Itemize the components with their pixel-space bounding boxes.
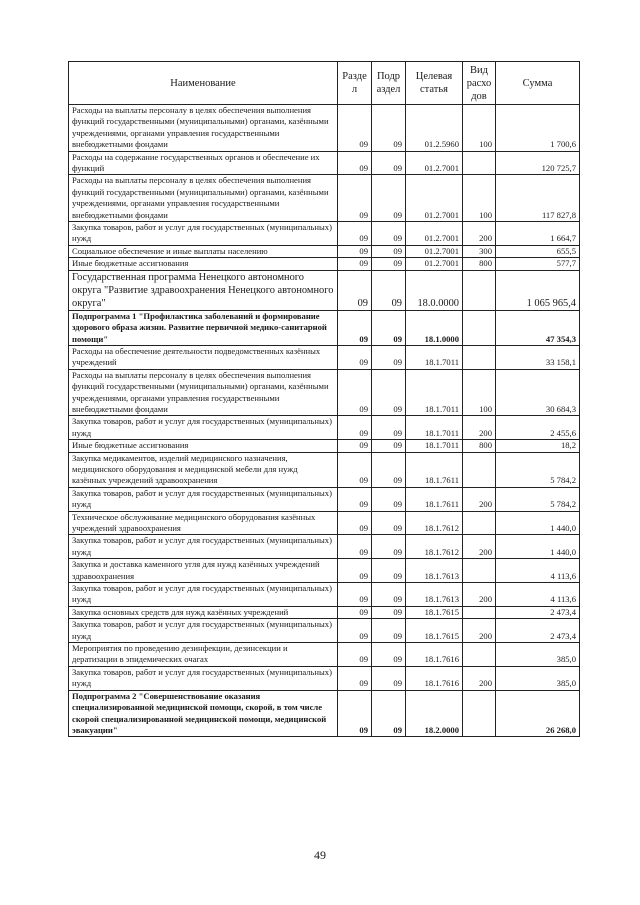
row-razdel: 09 (338, 345, 372, 369)
row-name: Иные бюджетные ассигнования (69, 440, 338, 452)
row-expense-type (463, 606, 496, 618)
row-target-article: 18.1.7612 (406, 535, 463, 559)
row-name: Закупка товаров, работ и услуг для государственных (муниципальных) нужд (69, 222, 338, 246)
row-expense-type (463, 643, 496, 667)
row-razdel: 09 (338, 559, 372, 583)
row-expense-type: 200 (463, 535, 496, 559)
row-razdel: 09 (338, 643, 372, 667)
row-podrazdel: 09 (372, 440, 406, 452)
row-sum: 385,0 (496, 643, 580, 667)
row-razdel: 09 (338, 270, 372, 310)
row-sum: 1 440,0 (496, 535, 580, 559)
row-name: Подпрограмма 2 "Совершенствование оказания специализированной медицинской помощи, скорой, в том числе скорой специализированной медицинской помощи, медицинской эвакуации" (69, 690, 338, 737)
row-name: Расходы на выплаты персоналу в целях обеспечения выполнения функций государственными (муниципальными) органами, казёнными учреждениями, органами управления государственными внебюджетными фондами (69, 175, 338, 222)
table-row (69, 151, 580, 175)
row-target-article: 01.2.7001 (406, 258, 463, 270)
budget-table (68, 61, 580, 737)
table-body (69, 105, 580, 737)
header-expense-type: Вид расхо дов (463, 62, 496, 105)
row-podrazdel: 09 (372, 175, 406, 222)
row-name: Закупка основных средств для нужд казённых учреждений (69, 606, 338, 618)
row-sum: 117 827,8 (496, 175, 580, 222)
row-expense-type (463, 690, 496, 737)
row-sum: 5 784,2 (496, 487, 580, 511)
header-sum: Сумма (496, 62, 580, 105)
row-sum: 1 700,6 (496, 105, 580, 152)
row-name: Расходы на выплаты персоналу в целях обеспечения выполнения функций государственными (муниципальными) органами, казёнными учреждениями, органами управления государственными внебюджетными фондами (69, 105, 338, 152)
row-podrazdel: 09 (372, 245, 406, 257)
table-row (69, 245, 580, 257)
row-razdel: 09 (338, 105, 372, 152)
row-sum: 18,2 (496, 440, 580, 452)
row-target-article: 01.2.7001 (406, 245, 463, 257)
row-target-article: 18.1.0000 (406, 310, 463, 345)
table-row (69, 511, 580, 535)
row-podrazdel: 09 (372, 487, 406, 511)
table-row (69, 222, 580, 246)
row-podrazdel: 09 (372, 310, 406, 345)
header-razdel: Разде л (338, 62, 372, 105)
row-sum: 655,5 (496, 245, 580, 257)
row-podrazdel: 09 (372, 559, 406, 583)
row-expense-type: 200 (463, 222, 496, 246)
row-name: Расходы на обеспечение деятельности подведомственных казённых учреждений (69, 345, 338, 369)
row-name: Расходы на содержание государственных органов и обеспечение их функций (69, 151, 338, 175)
table-row (69, 583, 580, 607)
row-podrazdel: 09 (372, 369, 406, 416)
row-sum: 385,0 (496, 666, 580, 690)
row-podrazdel: 09 (372, 151, 406, 175)
row-expense-type: 100 (463, 175, 496, 222)
row-target-article: 01.2.7001 (406, 222, 463, 246)
row-podrazdel: 09 (372, 643, 406, 667)
row-target-article: 18.1.7616 (406, 666, 463, 690)
row-expense-type: 200 (463, 619, 496, 643)
table-row (69, 452, 580, 487)
row-sum: 4 113,6 (496, 583, 580, 607)
table-header-row (69, 62, 580, 105)
row-expense-type: 100 (463, 369, 496, 416)
row-razdel: 09 (338, 151, 372, 175)
row-razdel: 09 (338, 440, 372, 452)
row-podrazdel: 09 (372, 416, 406, 440)
row-razdel: 09 (338, 416, 372, 440)
row-target-article: 18.1.7011 (406, 416, 463, 440)
row-name: Социальное обеспечение и иные выплаты населению (69, 245, 338, 257)
table-row (69, 310, 580, 345)
row-sum: 1 664,7 (496, 222, 580, 246)
row-expense-type (463, 310, 496, 345)
row-target-article: 18.0.0000 (406, 270, 463, 310)
row-razdel: 09 (338, 310, 372, 345)
row-razdel: 09 (338, 666, 372, 690)
row-razdel: 09 (338, 175, 372, 222)
row-name: Закупка медикаментов, изделий медицинского назначения, медицинского оборудования и медицинской мебели для нужд казённых учреждений здравоохранения (69, 452, 338, 487)
row-expense-type: 300 (463, 245, 496, 257)
row-sum: 2 473,4 (496, 619, 580, 643)
row-expense-type (463, 151, 496, 175)
row-target-article: 01.2.7001 (406, 151, 463, 175)
row-razdel: 09 (338, 369, 372, 416)
table-row (69, 619, 580, 643)
row-expense-type: 200 (463, 666, 496, 690)
table-row (69, 643, 580, 667)
row-name: Мероприятия по проведению дезинфекции, дезинсекции и дератизации в эпидемических очагах (69, 643, 338, 667)
header-podrazdel: Подр аздел (372, 62, 406, 105)
row-razdel: 09 (338, 535, 372, 559)
row-target-article: 18.2.0000 (406, 690, 463, 737)
row-sum: 5 784,2 (496, 452, 580, 487)
row-name: Расходы на выплаты персоналу в целях обеспечения выполнения функций государственными (муниципальными) органами, казёнными учреждениями, органами управления государственными внебюджетными фондами (69, 369, 338, 416)
row-target-article: 18.1.7011 (406, 440, 463, 452)
row-expense-type (463, 270, 496, 310)
row-razdel: 09 (338, 487, 372, 511)
table-row (69, 416, 580, 440)
row-podrazdel: 09 (372, 452, 406, 487)
row-name: Закупка и доставка каменного угля для нужд казённых учреждений здравоохранения (69, 559, 338, 583)
row-expense-type (463, 452, 496, 487)
row-target-article: 18.1.7615 (406, 619, 463, 643)
row-podrazdel: 09 (372, 511, 406, 535)
row-razdel: 09 (338, 258, 372, 270)
row-target-article: 18.1.7612 (406, 511, 463, 535)
table-row (69, 666, 580, 690)
table-row (69, 606, 580, 618)
table-row (69, 440, 580, 452)
table-row (69, 105, 580, 152)
row-target-article: 18.1.7616 (406, 643, 463, 667)
row-target-article: 18.1.7613 (406, 583, 463, 607)
row-razdel: 09 (338, 606, 372, 618)
table-row (69, 258, 580, 270)
table-row (69, 345, 580, 369)
row-sum: 120 725,7 (496, 151, 580, 175)
row-name: Закупка товаров, работ и услуг для государственных (муниципальных) нужд (69, 487, 338, 511)
row-name: Закупка товаров, работ и услуг для государственных (муниципальных) нужд (69, 666, 338, 690)
row-expense-type: 200 (463, 416, 496, 440)
header-target-article: Целевая статья (406, 62, 463, 105)
row-target-article: 18.1.7011 (406, 345, 463, 369)
row-podrazdel: 09 (372, 666, 406, 690)
row-name: Закупка товаров, работ и услуг для государственных (муниципальных) нужд (69, 619, 338, 643)
row-name: Закупка товаров, работ и услуг для государственных (муниципальных) нужд (69, 416, 338, 440)
row-podrazdel: 09 (372, 619, 406, 643)
row-sum: 47 354,3 (496, 310, 580, 345)
row-sum: 2 455,6 (496, 416, 580, 440)
row-expense-type (463, 345, 496, 369)
row-name: Подпрограмма 1 "Профилактика заболеваний и формирование здорового образа жизни. Развитие первичной медико-санитарной помощи" (69, 310, 338, 345)
row-sum: 1 065 965,4 (496, 270, 580, 310)
row-podrazdel: 09 (372, 222, 406, 246)
row-name: Закупка товаров, работ и услуг для государственных (муниципальных) нужд (69, 583, 338, 607)
row-razdel: 09 (338, 245, 372, 257)
row-razdel: 09 (338, 452, 372, 487)
row-sum: 30 684,3 (496, 369, 580, 416)
row-razdel: 09 (338, 222, 372, 246)
row-expense-type: 200 (463, 583, 496, 607)
row-podrazdel: 09 (372, 583, 406, 607)
row-expense-type: 800 (463, 440, 496, 452)
row-podrazdel: 09 (372, 345, 406, 369)
row-expense-type (463, 511, 496, 535)
table-row (69, 487, 580, 511)
row-podrazdel: 09 (372, 258, 406, 270)
row-podrazdel: 09 (372, 270, 406, 310)
row-target-article: 18.1.7613 (406, 559, 463, 583)
row-name: Закупка товаров, работ и услуг для государственных (муниципальных) нужд (69, 535, 338, 559)
row-target-article: 18.1.7615 (406, 606, 463, 618)
row-sum: 2 473,4 (496, 606, 580, 618)
row-target-article: 18.1.7611 (406, 452, 463, 487)
row-target-article: 01.2.5960 (406, 105, 463, 152)
row-expense-type: 200 (463, 487, 496, 511)
row-expense-type: 800 (463, 258, 496, 270)
table-row (69, 270, 580, 310)
row-razdel: 09 (338, 511, 372, 535)
row-target-article: 18.1.7611 (406, 487, 463, 511)
row-name: Государственная программа Ненецкого автономного округа "Развитие здравоохранения Ненецкого автономного округа" (69, 270, 338, 310)
row-sum: 4 113,6 (496, 559, 580, 583)
row-expense-type: 100 (463, 105, 496, 152)
row-podrazdel: 09 (372, 606, 406, 618)
row-sum: 577,7 (496, 258, 580, 270)
page-number: 49 (314, 848, 326, 862)
row-name: Техническое обслуживание медицинского оборудования казённых учреждений здравоохранения (69, 511, 338, 535)
table-row (69, 369, 580, 416)
row-podrazdel: 09 (372, 105, 406, 152)
row-name: Иные бюджетные ассигнования (69, 258, 338, 270)
table-row (69, 690, 580, 737)
row-sum: 33 158,1 (496, 345, 580, 369)
header-name: Наименование (69, 62, 338, 105)
row-target-article: 18.1.7011 (406, 369, 463, 416)
row-target-article: 01.2.7001 (406, 175, 463, 222)
row-sum: 26 268,0 (496, 690, 580, 737)
row-razdel: 09 (338, 690, 372, 737)
row-expense-type (463, 559, 496, 583)
table-row (69, 559, 580, 583)
row-razdel: 09 (338, 619, 372, 643)
table-row (69, 535, 580, 559)
row-podrazdel: 09 (372, 535, 406, 559)
row-razdel: 09 (338, 583, 372, 607)
row-sum: 1 440,0 (496, 511, 580, 535)
table-row (69, 175, 580, 222)
row-podrazdel: 09 (372, 690, 406, 737)
